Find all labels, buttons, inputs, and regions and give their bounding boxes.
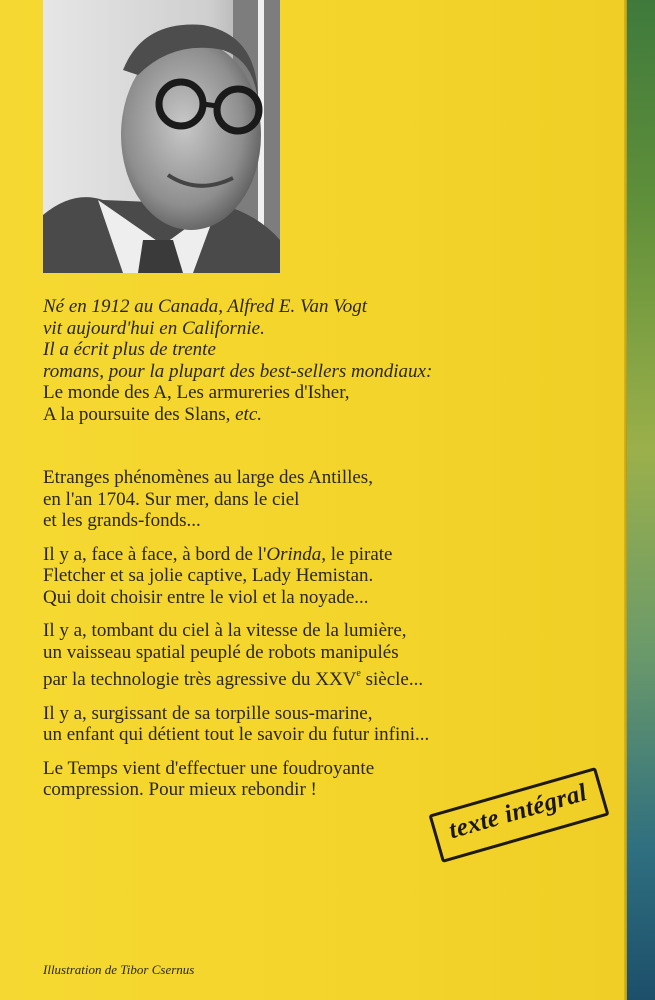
blurb-line: Il y a, surgissant de sa torpille sous-marine,	[43, 702, 373, 724]
century-superscript: e	[356, 668, 361, 679]
blurb-line: un enfant qui détient tout le savoir du futur infini...	[43, 724, 430, 745]
blurb-line	[43, 663, 583, 691]
blurb-paragraph-3	[43, 620, 583, 691]
blurb-text: Il y a, face à face, à bord de l'	[43, 543, 267, 565]
blurb-text: le pirate	[326, 543, 393, 565]
blurb-line: Etranges phénomènes au large des Antilles,	[43, 467, 373, 488]
bio-line: Il a écrit plus de trente	[43, 339, 216, 360]
blurb-line: Il y a, tombant du ciel à la vitesse de la lumière,	[43, 620, 407, 641]
bio-line: romans, pour la plupart des best-sellers mondiaux:	[43, 360, 433, 382]
bio-titles: A la poursuite des Slans,	[43, 403, 236, 425]
blurb-line: Le Temps vient d'effectuer une foudroyante	[43, 757, 375, 779]
blurb-line: Fletcher et sa jolie captive, Lady Hemistan.	[43, 565, 374, 586]
front-cover-edge-artwork	[627, 0, 655, 1000]
stamp-text: texte intégral	[445, 779, 591, 845]
blurb-line: compression. Pour mieux rebondir !	[43, 779, 317, 800]
blurb-paragraph-2	[43, 544, 583, 609]
author-bio	[43, 296, 563, 425]
bio-line: Né en 1912 au Canada, Alfred E. Van Vogt	[43, 296, 368, 317]
book-blurb	[43, 467, 583, 813]
blurb-line	[43, 544, 583, 566]
bio-line: vit aujourd'hui en Californie.	[43, 317, 265, 339]
blurb-paragraph-4	[43, 703, 583, 746]
bio-line: Le monde des A, Les armureries d'Isher,	[43, 382, 350, 403]
blurb-line: en l'an 1704. Sur mer, dans le ciel	[43, 488, 300, 510]
author-portrait-photo	[43, 0, 280, 273]
bio-line	[43, 404, 563, 426]
blurb-text: siècle...	[360, 669, 424, 690]
ship-name: Orinda,	[266, 543, 327, 565]
blurb-text: par la technologie très agressive du XXV	[43, 669, 357, 690]
blurb-line: un vaisseau spatial peuplé de robots manipulés	[43, 641, 399, 663]
bio-etc: etc.	[235, 403, 263, 425]
blurb-paragraph-1	[43, 467, 583, 532]
illustration-credit: Illustration de Tibor Csernus	[43, 962, 195, 977]
portrait-photo-icon	[43, 0, 280, 273]
blurb-line: et les grands-fonds...	[43, 510, 201, 531]
blurb-line: Qui doit choisir entre le viol et la noyade...	[43, 586, 369, 608]
